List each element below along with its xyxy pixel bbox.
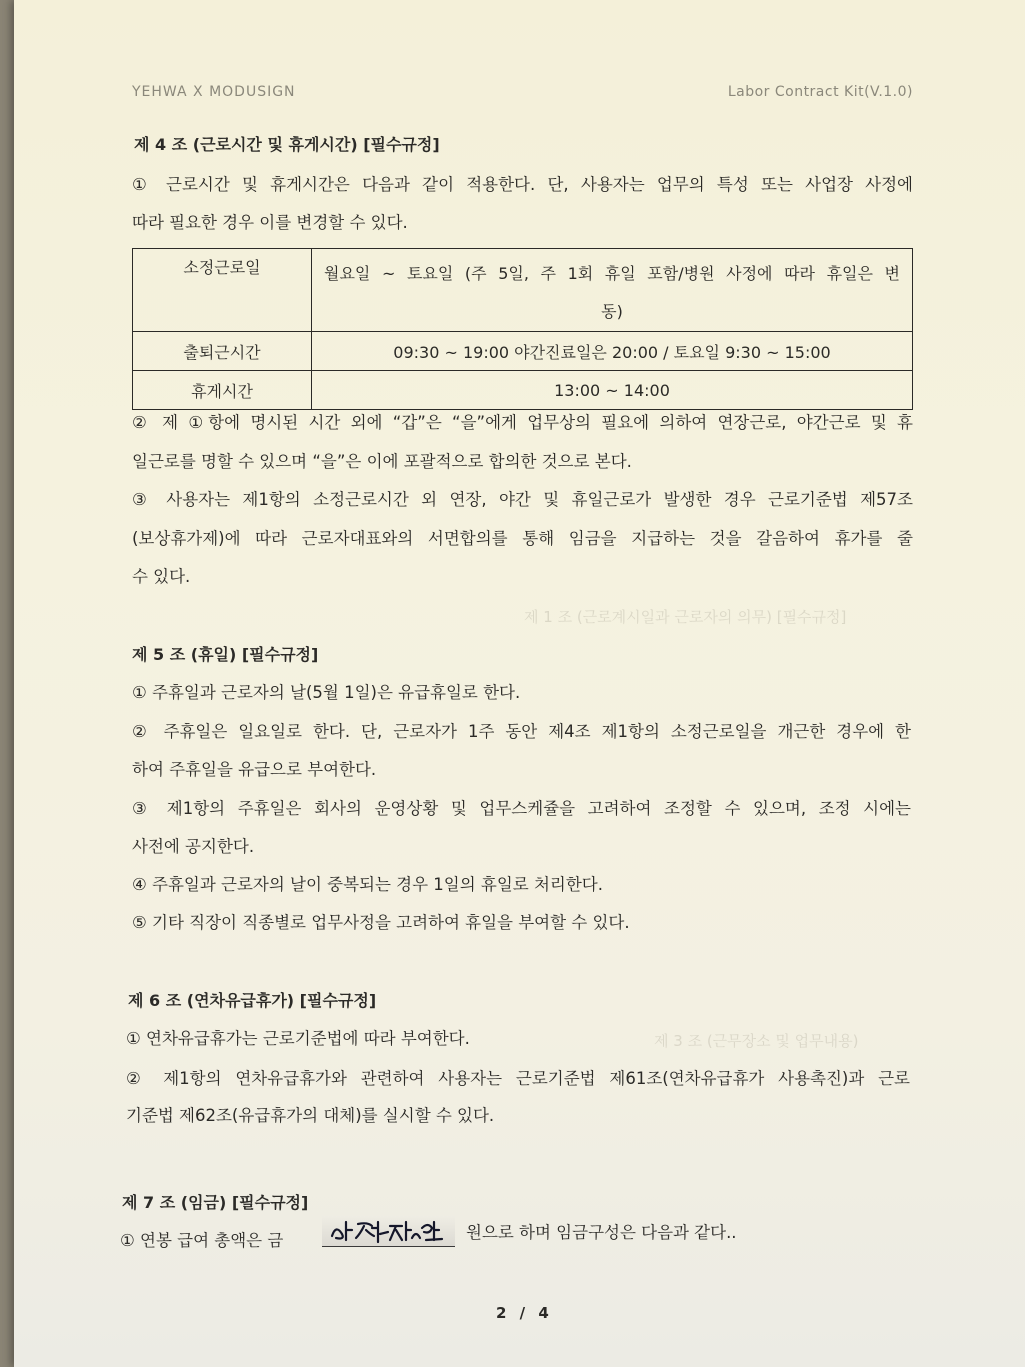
table-cell-label: 휴게시간 <box>133 371 312 410</box>
article-7-title: 제 7 조 (임금) [필수규정] <box>122 1193 309 1212</box>
table-row <box>133 249 913 332</box>
article-4-para-1-line-2: 따라 필요한 경우 이를 변경할 수 있다. <box>132 213 408 232</box>
bleed-through-text: 제 1 조 (근로계시일과 근로자의 의무) [필수규정] <box>524 608 847 626</box>
workdays-value-line-1: 월요일 ~ 토요일 (주 5일, 주 1회 휴일 포함/병원 사정에 따라 휴일은 변 <box>324 264 900 283</box>
workdays-value-line-2: 동) <box>601 302 623 321</box>
table-cell-label: 소정근로일 <box>133 249 312 332</box>
article-5-para-1: ① 주휴일과 근로자의 날(5월 1일)은 유급휴일로 한다. <box>132 683 521 702</box>
article-4-title: 제 4 조 (근로시간 및 휴게시간) [필수규정] <box>134 135 440 154</box>
handwritten-amount-signature <box>322 1216 455 1246</box>
table-row <box>133 371 913 410</box>
article-5-para-2-line-1: ② 주휴일은 일요일로 한다. 단, 근로자가 1주 동안 제4조 제1항의 소정근로일을 개근한 경우에 한 <box>132 722 911 741</box>
article-4-para-2-line-2: 일근로를 명할 수 있으며 “을”은 이에 포괄적으로 합의한 것으로 본다. <box>132 452 632 471</box>
article-6-title: 제 6 조 (연차유급휴가) [필수규정] <box>128 991 377 1010</box>
article-7-para-1-prefix: ① 연봉 급여 총액은 금 <box>120 1231 284 1250</box>
article-6-para-2-line-1: ② 제1항의 연차유급휴가와 관련하여 사용자는 근로기준법 제61조(연차유급휴가 사용촉진)과 근로 <box>126 1069 910 1088</box>
article-4-para-3-line-1: ③ 사용자는 제1항의 소정근로시간 외 연장, 야간 및 휴일근로가 발생한 경우 근로기준법 제57조 <box>132 490 913 509</box>
table-cell-value: 09:30 ~ 19:00 야간진료일은 20:00 / 토요일 9:30 ~ 15:00 <box>312 332 913 371</box>
header-brand: YEHWA X MODUSIGN <box>132 84 296 100</box>
header-kit-version: Labor Contract Kit(V.1.0) <box>727 84 913 100</box>
article-5-title: 제 5 조 (휴일) [필수규정] <box>132 645 319 664</box>
article-5-para-3-line-1: ③ 제1항의 주휴일은 회사의 운영상황 및 업무스케쥴을 고려하여 조정할 수 있으며, 조정 시에는 <box>132 799 911 818</box>
article-6-para-2-line-2: 기준법 제62조(유급휴가의 대체)를 실시할 수 있다. <box>126 1106 495 1125</box>
article-4-para-2-line-1: ② 제 ①항에 명시된 시간 외에 “갑”은 “을”에게 업무상의 필요에 의하여 연장근로, 야간근로 및 휴 <box>132 413 913 432</box>
table-cell-value: 13:00 ~ 14:00 <box>312 371 913 410</box>
article-5-para-4: ④ 주휴일과 근로자의 날이 중복되는 경우 1일의 휴일로 처리한다. <box>132 875 603 894</box>
bleed-through-text: 제 3 조 (근무장소 및 업무내용) <box>654 1032 859 1050</box>
article-7-para-1-suffix: 원으로 하며 임금구성은 다음과 같다.. <box>466 1223 737 1242</box>
document-page <box>14 0 1025 1367</box>
article-5-para-3-line-2: 사전에 공지한다. <box>132 837 255 856</box>
table-cell-label: 출퇴근시간 <box>133 332 312 371</box>
page-number: 2 / 4 <box>496 1304 553 1322</box>
article-5-para-5: ⑤ 기타 직장이 직종별로 업무사정을 고려하여 휴일을 부여할 수 있다. <box>132 913 630 932</box>
table-row <box>133 332 913 371</box>
article-4-para-1-line-1: ① 근로시간 및 휴게시간은 다음과 같이 적용한다. 단, 사용자는 업무의 특성 또는 사업장 사정에 <box>132 175 913 194</box>
handwritten-amount-field <box>322 1216 455 1247</box>
table-cell-value <box>312 249 913 332</box>
article-4-para-3-line-2: (보상휴가제)에 따라 근로자대표와의 서면합의를 통해 임금을 지급하는 것을 갈음하여 휴가를 줄 <box>132 529 913 548</box>
article-4-para-3-line-3: 수 있다. <box>132 567 191 586</box>
article-5-para-2-line-2: 하여 주휴일을 유급으로 부여한다. <box>132 760 377 779</box>
article-6-para-1: ① 연차유급휴가는 근로기준법에 따라 부여한다. <box>126 1029 470 1048</box>
work-hours-table <box>132 248 913 410</box>
